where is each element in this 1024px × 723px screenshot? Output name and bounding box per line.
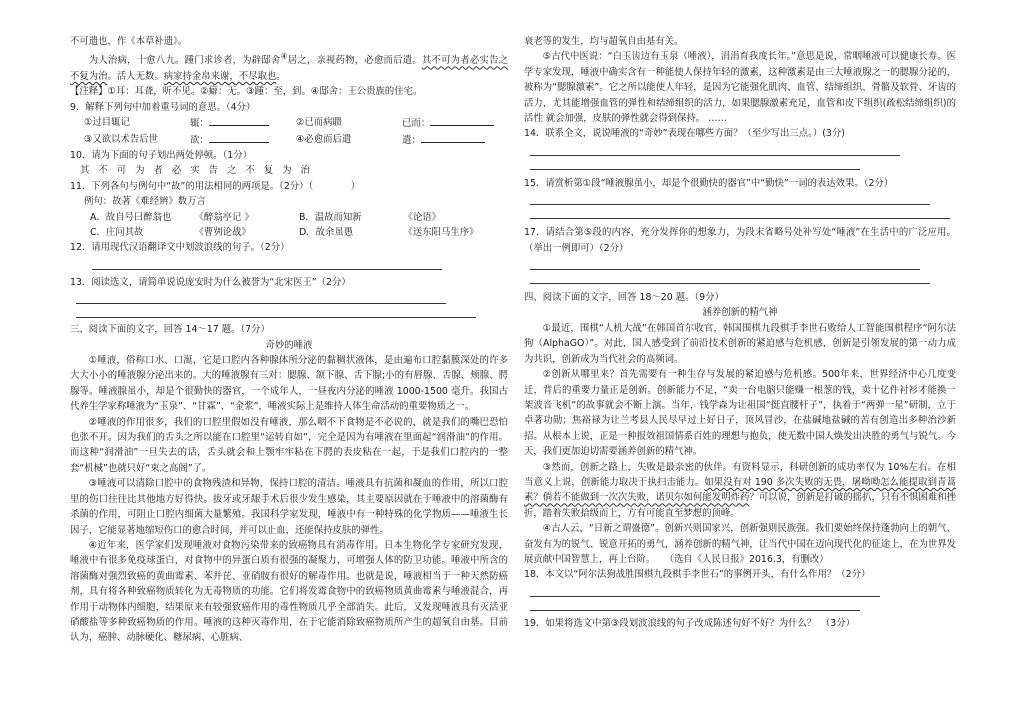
question-17: 17．请结合第⑤段的内容，充分发挥你的想象力，为段末省略号处补写处“唾液”在生活中的广泛应用。（举出一例即可）（2分） bbox=[524, 227, 956, 254]
passage-body: 为人治病，十愈八九。踵门求诊者，为辟邸舍④居之，亲视药物，必愈而后遣。其不可为者必实告之不复为治。活人无数。病家持金帛来谢，不尽取也。 bbox=[70, 52, 508, 82]
notes: 【注释】①耳：耳聋，听不见。②癖：无。③踵：至，到。④邸舍：王公贵族的住宅。 bbox=[70, 86, 423, 98]
q11-example: 例句：故著《难经辨》数万言 bbox=[84, 196, 206, 208]
paragraph-4: ④近年来，医学家们发现唾液对食物污染带来的致癌物具有消毒作用。日本生物化学专家研究发现，唾液中有很多免疫球蛋白，对食物中的异蛋白质有很强的凝聚力，可增强人体的防卫功能。唾液中所含的溶菌酶对强烈致癌的黄曲霉素、苯并芘、亚硝胺有很好的解毒作用。也就是说，唾液相当于一种天然防癌剂，具有将各种致癌物质转化为无毒物质的功能。它们将发霉食物中的致癌物质黄曲霉素与唾液混合，再作用于动物体内细胞，结果原来有较强致癌作用的毒性物质几乎全部消失。此后，又发现唾液具有灭活亚硝酸盐等多种致癌物质的作用。唾液的这种灭毒作用，在于它能消除致癌物质所产生的超氧自由基。目前认为，癌肿、动脉硬化、糖尿病、心脏病、 bbox=[70, 539, 508, 644]
article-title-2: 涵养创新的精气神 bbox=[702, 307, 778, 319]
article2-para-4: ④古人云，“日新之谓盛德”。创新兴则国家兴，创新强则民族强。我们要始终保持蓬勃向上的朝气、奋发有为的锐气、锐意开拓的勇气，涵养创新的精气神，让当代中国在迈向现代化的征途上，在为世界发展贡献中国智慧上，再上台阶。 （选自《人民日报》2016.3，有删改） bbox=[524, 523, 956, 565]
question-12: 12．请用现代汉语翻译文中划波浪线的句子。（2分） bbox=[70, 242, 290, 254]
answer-line[interactable] bbox=[530, 256, 920, 270]
paragraph-1: ①唾液，俗称口水、口涎，它是口腔内各种腺体所分泌的黏稠状液体，是由遍布口腔黏膜深处的许多大大小小的唾液腺分泌出来的。大的唾液腺有三对：腮腺、颌下腺、舌下腺;小的有唇腺、舌腺、颊腺、腭腺等。唾液腺虽小，却是个很勤快的器官，一个成年人，一昼夜内分泌的唾液 1000-1500 毫升。我国古代养生学家称唾液为“玉泉”、“甘霖”、“金浆”，唾液实际上是维持人体生命活动的重要物质之一。 bbox=[70, 355, 508, 413]
article2-para-2: ②创新从哪里来？首先需要有一种生存与发展的紧迫感与危机感。500年来，世界经济中心几度变迁，背后的重要力量正是创新。创新能力不足，“卖一台电脑只能赚一根葱的钱，卖十亿件衬衫才能换一架波音飞机”的故事就会不断上演。当年，钱学森为让祖国“挺直腰杆子”，执着于“两弹一星”研制，立于卓著功勋；焦裕禄为让兰考县人民尽早过上好日子，顶风冒沙，在盐碱地盐碱的苦有创造出多种治沙新招。从根本上说，正是一种报效祖国情系百姓的理想与抱负，使无数中国人焕发出决胜的勇气与锐气。今天，我们更加迫切需要涵养创新的精气神。 bbox=[524, 369, 956, 458]
paragraph-2: ②唾液的作用很多，我们的口腔里假如没有唾液，那么咽不下食物是不必说的，就是我们的嘴巴恐怕也张不开。因为我们的舌头之所以能在口腔里“运转自如”，完全是因为有唾液在里面起“润滑油”的作用。而这种“润滑油”一旦失去的话，舌头就会和上颚牢牢粘在下腭的表皮粘在一起，于是我们口腔内的一整套“机械”也就只好“束之高阁”了。 bbox=[70, 416, 508, 474]
q9-row-1: ①过目辄记 辄： ②已而病聩 已而： bbox=[70, 115, 508, 131]
answer-line[interactable] bbox=[530, 583, 880, 597]
wavy-sentence: 其不可为者必实告之不复为治 bbox=[70, 55, 508, 82]
paragraph-3: ③唾液可以清除口腔中的食物残渣和异物，保持口腔的清洁。唾液具有抗菌和凝血的作用，所以口腔里的伤口往往比其他地方好得快。拔牙或牙龈手术后很少发生感染，其主要原因就在于唾液中的溶菌酶有杀菌的作用，可阻止口腔内细菌大量繁殖。我国科学家发现，唾液中有一种特殊的化学物质——唾液生长因子，它能显著地缩短伤口的愈合时间，并可以止血，还能保持皮肤的弹性。 bbox=[70, 478, 508, 536]
passage-top: 不可遗也，作《本草补遗》。 bbox=[70, 36, 188, 47]
answer-line[interactable] bbox=[530, 597, 860, 611]
q11-options-row-1: A．故自号曰醉翁也 《醉翁亭记 》 B．温故而知新 《论语》 bbox=[70, 210, 508, 225]
question-15: 15．请赏析第①段“唾液腺虽小，却是个很勤快的器官”中“勤快”一词的表达效果。（2分） bbox=[524, 177, 894, 189]
answer-line[interactable] bbox=[530, 156, 860, 170]
answer-line[interactable] bbox=[92, 256, 442, 270]
question-10: 10．请为下面的句子划出两处停顿。（1分） bbox=[70, 149, 252, 161]
option-a[interactable]: A．故自号曰醉翁也 bbox=[90, 211, 172, 223]
article2-para-1: ①最近，围棋“人机大战”在韩国首尔收官，韩国围棋九段棋手李世石败给人工智能围棋程序“阿尔法狗（AlphaGO）”。对此，国人感受到了前沿技术创新的紧迫感与危机感，创新是引领发展的第一动力成为共识，创新成为当代社会的高频词。 bbox=[524, 322, 956, 365]
option-b[interactable]: B．温故而知新 bbox=[299, 211, 362, 223]
question-11: 11．下列各句与例句中“故”的用法相同的两项是。（2分）（ ） bbox=[70, 180, 361, 192]
paragraph-5: ⑤古代中医说：“白玉齿边有玉泉（唾液），涓涓育我度长年。”意思是说，常咽唾液可以健康长寿。医学专家发现，唾液中确实含有一种能使人保持年轻的激素，这种激素是由三大唾液腺之一的腮腺分泌的，被称为“腮腺激素”。它之所以能使人年轻，是因为它能强化肌肉、血管、结缔组织、骨骼及软骨、牙齿的活力，尤其能增强血管的弹性和结缔组织的活力，如果腮腺激素充足，血管和皮下组织(疏松结缔组织)的活性 就会加强，皮肤的弹性就会得到保持。 …… bbox=[524, 51, 956, 125]
answer-blank[interactable] bbox=[430, 115, 494, 126]
question-18: 18．本文以“阿尔法狗战胜围棋九段棋手李世石”的事例开头，有什么作用？（2分） bbox=[524, 569, 871, 581]
answer-blank[interactable] bbox=[209, 115, 269, 126]
q11-options-row-2: C．庄问其故 《曹刿论战》 D．故余虽愚 《送东阳马生序》 bbox=[70, 225, 508, 240]
option-d[interactable]: D．故余虽愚 bbox=[299, 227, 354, 238]
wavy-sentence-2: 病家持金帛来谢，不尽取也 bbox=[163, 70, 277, 82]
article2-para-3: ③然而，创新之路上，失败是最亲密的伙伴。有资料显示，科研创新的成功率仅为 10%左右。在相当意义上说，创新能力取决于执扫击能力。如果没有对 190 多次失败的无畏，屠呦呦怎么能提取到青蒿素？倘若不能做到一次次失败，诺贝尔如何能发明炸药？可以说，创新是打破的摇扒，只有不惧困难和挫折，踏着失败拾级而上，方有可能直至梦想的顶峰。 bbox=[524, 461, 956, 519]
section-3-heading: 三、阅读下面的文字，回答 14～17 题。（7分） bbox=[70, 324, 270, 336]
answer-line[interactable] bbox=[530, 142, 900, 156]
article-title: 奇妙的唾液 bbox=[265, 339, 313, 351]
answer-line[interactable] bbox=[530, 270, 930, 284]
question-9: 9．解释下列句中加着重号词的意思。（4分） bbox=[70, 101, 256, 113]
answer-line[interactable] bbox=[76, 304, 476, 318]
answer-line[interactable] bbox=[530, 205, 950, 219]
answer-blank[interactable] bbox=[209, 132, 269, 143]
paragraph-4-tail: 衰老等的发生，均与超氧自由基有关。 bbox=[524, 36, 684, 47]
question-19: 19．如果将选文中第③段划波浪线的句子改成陈述句好不好？为什么？ （3分） bbox=[524, 617, 855, 629]
answer-blank[interactable] bbox=[421, 132, 485, 143]
question-14: 14．联系全文，说说唾液的“奇妙”表现在哪些方面？（至少写出三点。）(3分) bbox=[524, 128, 845, 140]
option-c[interactable]: C．庄问其故 bbox=[90, 227, 144, 238]
footnote-marker: ④ bbox=[280, 52, 288, 62]
q9-row-2: ③又欲以术告后世 欲： ④必愈而后遣 遣： bbox=[70, 132, 508, 148]
right-column bbox=[524, 34, 956, 631]
q10-sentence: 其不可为者必实告之不复为治 bbox=[80, 165, 319, 177]
answer-line[interactable] bbox=[76, 290, 446, 304]
section-4-heading: 四、阅读下面的文字，回答 18～20 题。（9分） bbox=[524, 292, 724, 304]
left-column bbox=[70, 34, 508, 646]
question-13: 13．阅读选文，请简单说说庞安时为什么被誉为“北宋医王”（2分） bbox=[70, 276, 351, 288]
wavy-sentence-3: 如果没有对 190 多次失败的无畏，屠呦呦怎么能提取到青蒿素？倘若不能做到一次次失败，诺贝尔如何能发明炸药 bbox=[524, 476, 956, 504]
answer-line[interactable] bbox=[530, 191, 930, 205]
